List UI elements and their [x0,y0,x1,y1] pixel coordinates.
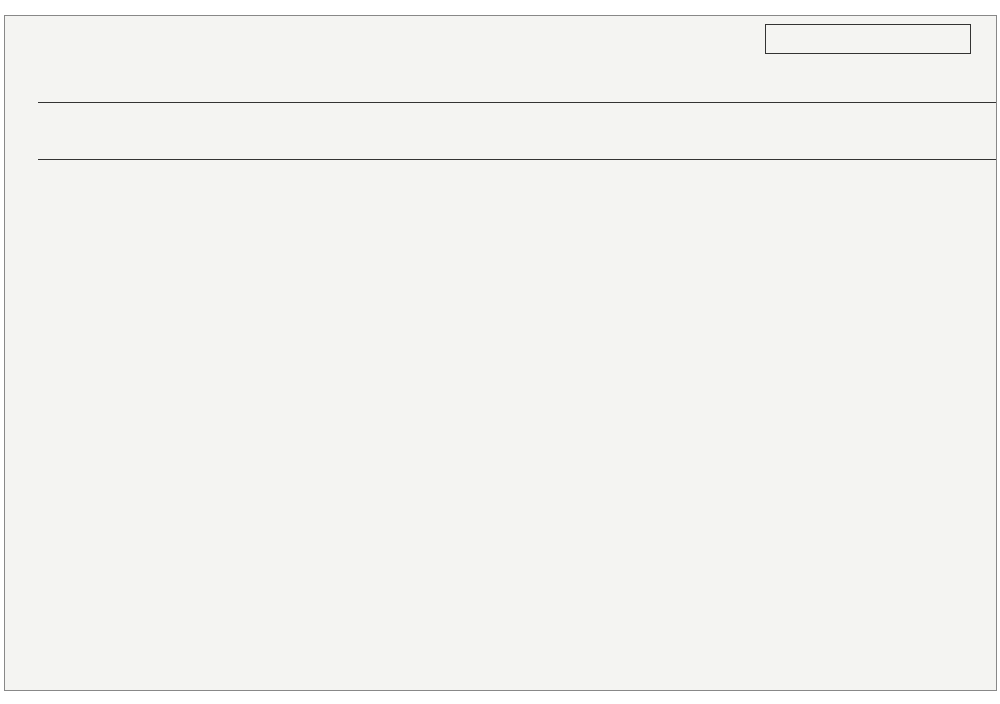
ruled-grid [5,16,997,691]
census-sheet [4,15,997,691]
archive-banner [0,0,1000,14]
